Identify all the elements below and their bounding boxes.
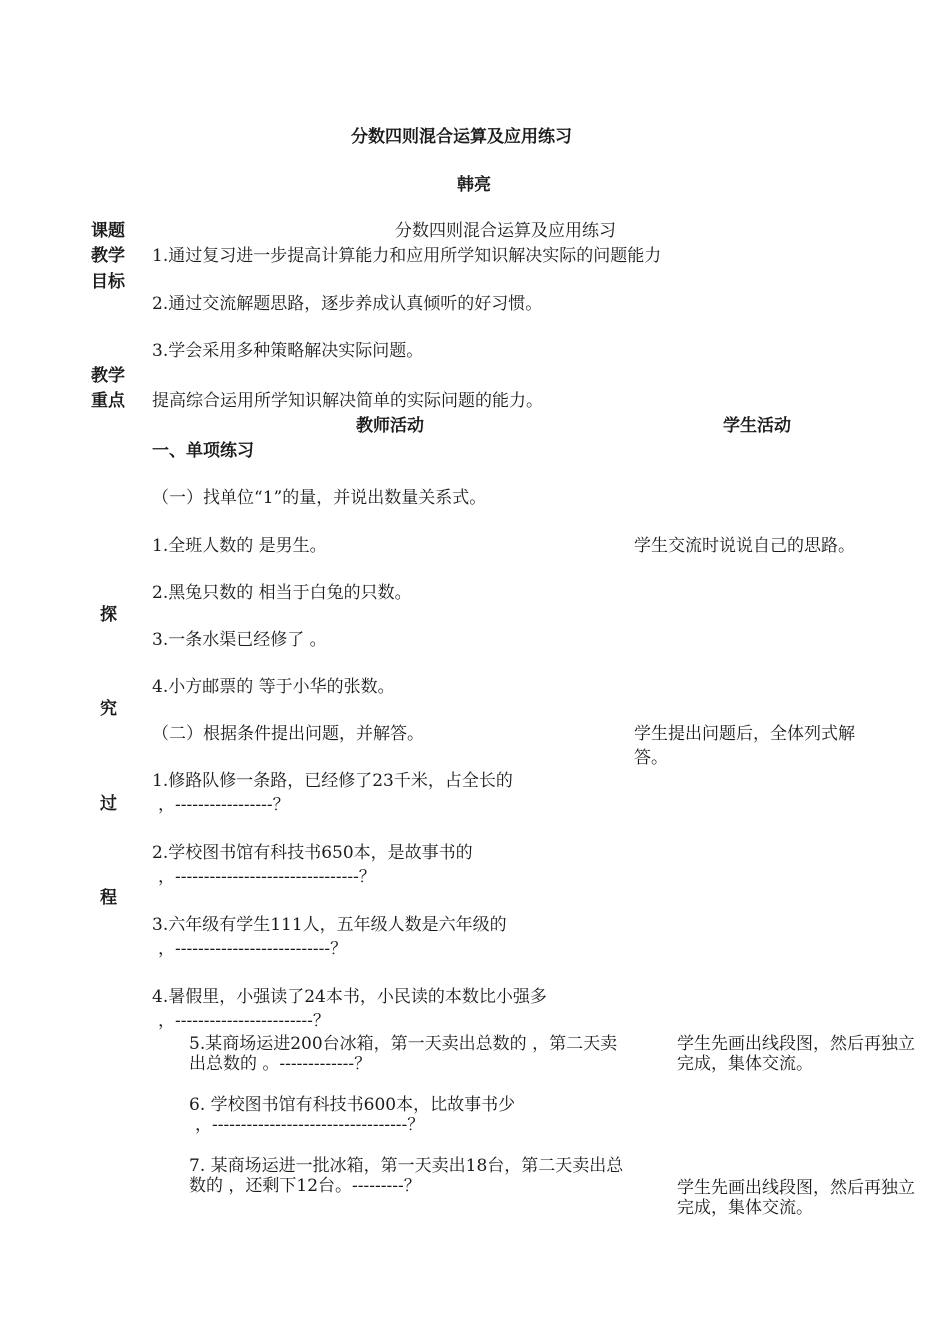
part2-heading: （二）根据条件提出问题，并解答。 [152,724,424,744]
part2-item-4-line2: ，------------------------？ [158,1011,330,1031]
part2-item-3-line2: ，---------------------------？ [158,939,348,959]
document-title: 分数四则混合运算及应用练习 [351,127,572,147]
part2-student-note-4b: 完成，集体交流。 [677,1198,813,1218]
part2-student-note-3b: 完成，集体交流。 [677,1054,813,1074]
author-name: 韩亮 [457,175,491,195]
part2-student-note-4a: 学生先画出线段图，然后再独立 [677,1178,915,1198]
process-label-char-1: 探 [100,605,117,625]
process-label-char-4: 程 [100,888,117,908]
section-heading: 一、单项练习 [152,441,254,461]
part2-student-note-3a: 学生先画出线段图，然后再独立 [677,1034,915,1054]
part1-heading: （一）找单位“1”的量，并说出数量关系式。 [152,488,487,508]
student-activity-header: 学生活动 [723,416,791,436]
goals-label-2: 目标 [91,272,125,292]
part2-item-6-line1: 6. 学校图书馆有科技书600本，比故事书少 [189,1095,516,1115]
part2-item-7-line1: 7. 某商场运进一批冰箱，第一天卖出18台，第二天卖出总 [189,1156,624,1176]
part2-item-6-line2: ，----------------------------------？ [195,1115,425,1135]
focus-label-2: 重点 [91,391,125,411]
part2-item-4-line1: 4.暑假里，小强读了24本书，小民读的本数比小强多 [152,987,547,1007]
part2-student-note-2: 答。 [634,748,668,768]
focus-value: 提高综合运用所学知识解决简单的实际问题的能力。 [152,391,543,411]
part2-item-2-line1: 2.学校图书馆有科技书650本，是故事书的 [152,843,473,863]
process-label-char-2: 究 [100,699,117,719]
part1-item-4: 4.小方邮票的 等于小华的张数。 [152,677,395,697]
part2-item-5-line1: 5.某商场运进200台冰箱，第一天卖出总数的 ，第二天卖 [189,1034,618,1054]
process-label-char-3: 过 [100,794,117,814]
goals-label-1: 教学 [91,246,125,266]
topic-value: 分数四则混合运算及应用练习 [395,221,616,241]
part1-item-1: 1.全班人数的 是男生。 [152,536,327,556]
part2-student-note-1: 学生提出问题后，全体列式解 [634,724,855,744]
part2-item-3-line1: 3.六年级有学生111人，五年级人数是六年级的 [152,915,507,935]
goal-item-2: 2.通过交流解题思路，逐步养成认真倾听的好习惯。 [152,294,543,314]
goal-item-3: 3.学会采用多种策略解决实际问题。 [152,341,424,361]
part1-item-3: 3.一条水渠已经修了 。 [152,630,327,650]
part1-student-note: 学生交流时说说自己的思路。 [634,536,855,556]
part2-item-5-line2: 出总数的 。-------------？ [189,1054,372,1074]
part2-item-2-line2: ，--------------------------------？ [158,867,376,887]
teacher-activity-header: 教师活动 [356,416,424,436]
goal-item-1: 1.通过复习进一步提高计算能力和应用所学知识解决实际的问题能力 [152,246,662,266]
part1-item-2: 2.黑兔只数的 相当于白兔的只数。 [152,583,412,603]
topic-label: 课题 [91,221,125,241]
part2-item-1-line1: 1.修路队修一条路，已经修了23千米，占全长的 [152,771,513,791]
part2-item-1-line2: ，-----------------？ [158,795,290,815]
part2-item-7-line2: 数的 ，还剩下12台。---------？ [189,1176,421,1196]
focus-label-1: 教学 [91,366,125,386]
